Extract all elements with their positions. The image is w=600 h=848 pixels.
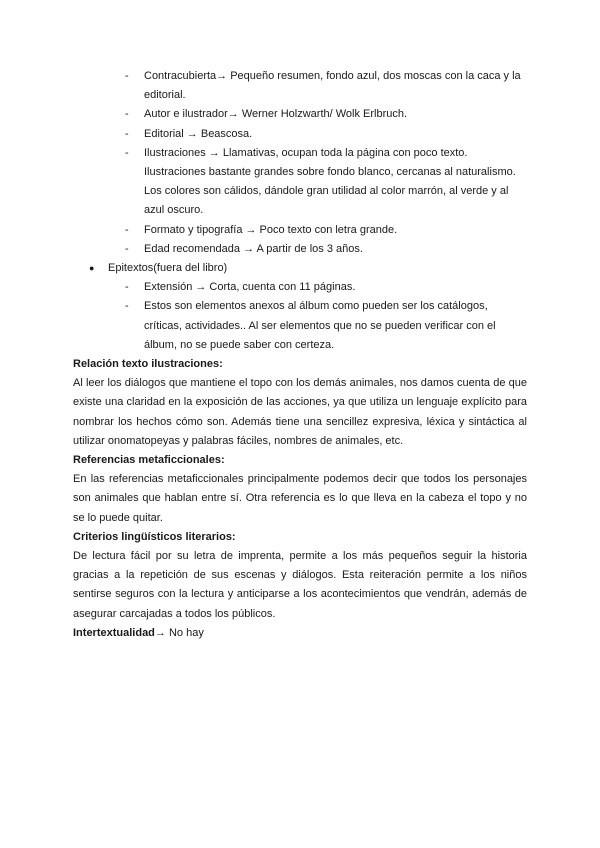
section-heading-metaficcionales: Referencias metaficcionales: — [73, 454, 225, 467]
bullet-icon: ● — [89, 263, 95, 274]
epitext-list — [73, 259, 527, 355]
epitext-item — [89, 259, 527, 355]
list-item: - Editorial → Beascosa. — [125, 125, 527, 144]
section-body-relacion: Al leer los diálogos que mantiene el topo con los demás animales, nos damos cuenta de que existe una claridad en la exposición de las acciones, ya que utiliza un lenguaje explícito para nombrar los hechos cómo son. Además tiene una sencillez expresiva, léxica y sintáctica al utilizar onomatopeyas y palabras fáciles, nombres de animales, etc. — [73, 377, 527, 447]
list-item: - Formato y tipografía → Poco texto con letra grande. — [125, 221, 527, 240]
list-item: - Edad recomendada → A partir de los 3 años. — [125, 240, 527, 259]
section-body-criterios: De lectura fácil por su letra de imprenta, permite a los más pequeños seguir la historia gracias a la repetición de sus escenas y diálogos. Esta reiteración permite a los niños sentirse seguros con la lectura y anticiparse a los acontecimientos que vendrán, además de asegurar carcajadas a todos los públicos. — [73, 550, 527, 620]
epitext-label: Epitextos(fuera del libro) — [108, 262, 228, 275]
list-item: - Estos son elementos anexos al álbum como pueden ser los catálogos, críticas, actividades.. Al ser elementos que no se pueden verificar con el álbum, no se puede saber con certeza. — [125, 297, 527, 355]
intertextualidad-value: → No hay — [154, 626, 204, 639]
list-item: - Autor e ilustrador→ Werner Holzwarth/ Wolk Erlbruch. — [125, 105, 527, 124]
section-heading-criterios: Criterios lingüísticos literarios: — [73, 530, 236, 543]
section-heading-intertextualidad: Intertextualidad — [73, 626, 155, 639]
list-item: - Extensión → Corta, cuenta con 11 páginas. — [125, 278, 527, 297]
section-heading-relacion: Relación texto ilustraciones: — [73, 358, 223, 371]
epitext-sublist — [108, 278, 527, 355]
list-item: - Contracubierta→ Pequeño resumen, fondo azul, dos moscas con la caca y la editorial. — [125, 67, 527, 105]
list-item: - Ilustraciones → Llamativas, ocupan toda la página con poco texto. Ilustraciones bastante grandes sobre fondo blanco, cercanas al naturalismo. Los colores son cálidos, dándole gran utilidad al color marrón, al verde y al azul oscuro. — [125, 144, 527, 221]
peritext-list — [73, 67, 527, 259]
section-body-metaficcionales: En las referencias metaficcionales principalmente podemos decir que todos los personajes son animales que hablan entre sí. Otra referencia es lo que lleva en la cabeza el topo y no se lo puede quitar. — [73, 473, 527, 524]
intertextualidad-line — [73, 624, 527, 643]
